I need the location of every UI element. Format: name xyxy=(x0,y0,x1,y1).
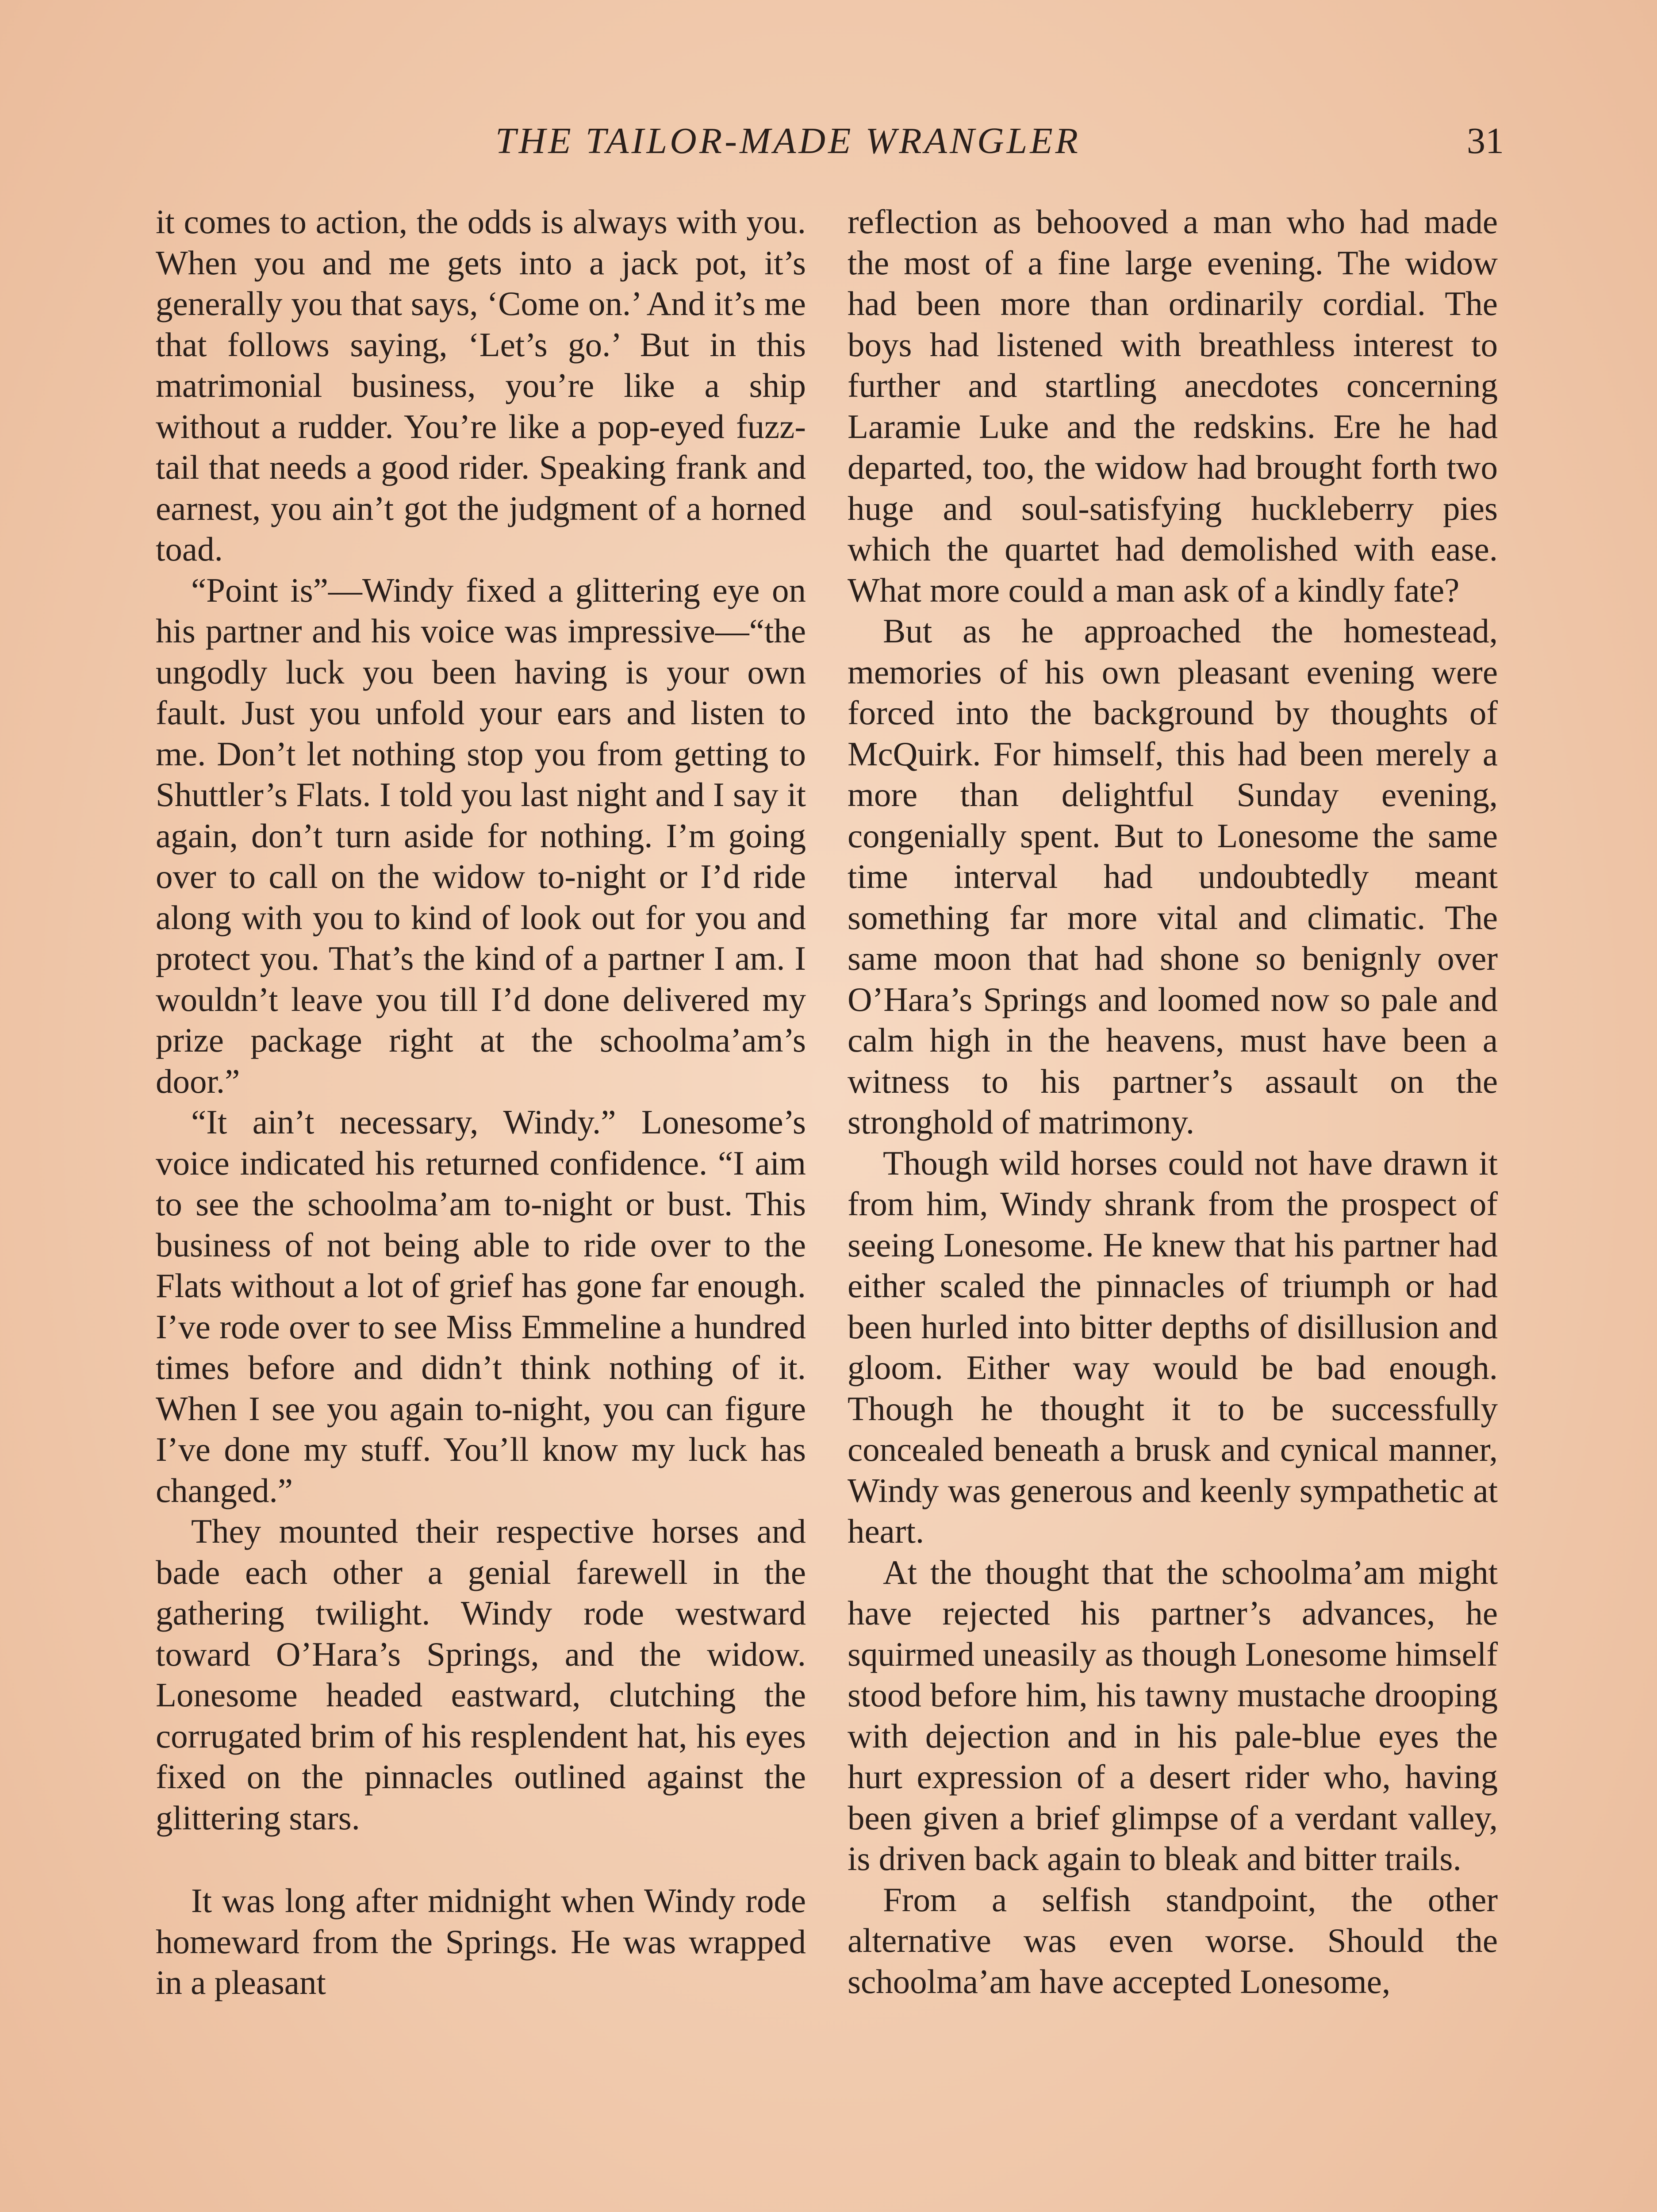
paragraph: “It ain’t necessary, Windy.” Lonesome’s voice indicated his returned confidence. “I aim to see the schoolma’am to-night or bust. This business of not being able to ride over to the Flats without a lot of grief has gone far enough. I’ve rode over to see Miss Emmeline a hundred times before and didn’t think nothing of it. When I see you again to-night, you can figure I’ve done my stuff. You’ll know my luck has changed.” xyxy=(156,1103,806,1509)
paragraph: At the thought that the schoolma’am might have rejected his partner’s advances, he squirmed uneasily as though Lonesome himself stood before him, his tawny mustache drooping with dejection and in his pale-blue eyes the hurt expression of a desert rider who, having been given a brief glimpse of a verdant valley, is driven back again to bleak and bitter trails. xyxy=(848,1553,1498,1878)
running-title: THE TAILOR-MADE WRANGLER xyxy=(495,120,1081,161)
page-header xyxy=(155,119,1504,173)
paragraph: They mounted their respective horses and bade each other a genial farewell in the gathering twilight. Windy rode westward toward O’Hara’s Springs, and the widow. Lonesome headed eastward, clutching the corrugated brim of his resplendent hat, his eyes fixed on the pinnacles outlined against the glittering stars. xyxy=(156,1512,806,1837)
paragraph: Though wild horses could not have drawn it from him, Windy shrank from the prospect of seeing Lonesome. He knew that his partner had either scaled the pinnacles of triumph or had been hurled into bitter depths of disillusion and gloom. Either way would be bad enough. Though he thought it to be successfully concealed beneath a brusk and cynical manner, Windy was generous and keenly sympathetic at heart. xyxy=(848,1144,1498,1550)
paragraph: reflection as behooved a man who had made the most of a fine large evening. The widow had been more than ordinarily cordial. The boys had listened with breathless interest to further and startling anecdotes concerning Laramie Luke and the redskins. Ere he had departed, too, the widow had brought forth two huge and soul-satisfying huckleberry pies which the quartet had demolished with ease. What more could a man ask of a kindly fate? xyxy=(848,203,1498,609)
paragraph: But as he approached the homestead, memories of his own pleasant evening were forced into the background by thoughts of McQuirk. For himself, this had been merely a more than delightful Sunday evening, congenially spent. But to Lonesome the same time interval had undoubtedly meant something far more vital and climatic. The same moon that had shone so benignly over O’Hara’s Springs and loomed now so pale and calm high in the heavens, must have been a witness to his partner’s assault on the stronghold of matrimony. xyxy=(848,612,1498,1141)
paragraph: It was long after midnight when Windy rode homeward from the Springs. He was wrapped in a pleasant xyxy=(156,1882,806,2001)
right-column xyxy=(848,201,1498,2002)
paragraph: it comes to action, the odds is always with you. When you and me gets into a jack pot, it’s generally you that says, ‘Come on.’ And it’s me that follows saying, ‘Let’s go.’ But in this matrimonial business, you’re like a ship without a rudder. You’re like a pop-eyed fuzz-tail that needs a good rider. Speaking frank and earnest, you ain’t got the judgment of a horned toad. xyxy=(156,203,806,568)
page-number: 31 xyxy=(1467,120,1504,161)
paragraph: From a selfish standpoint, the other alternative was even worse. Should the schoolma’am have accepted Lonesome, xyxy=(848,1880,1498,2001)
left-column xyxy=(156,201,806,2003)
paragraph: “Point is”—Windy fixed a glittering eye on his partner and his voice was impressive—“the ungodly luck you been having is your own fault. Just you unfold your ears and listen to me. Don’t let nothing stop you from getting to Shuttler’s Flats. I told you last night and I say it again, don’t turn aside for nothing. I’m going over to call on the widow to-night or I’d ride along with you to kind of look out for you and protect you. That’s the kind of a partner I am. I wouldn’t leave you till I’d done delivered my prize package right at the schoolma’am’s door.” xyxy=(156,571,806,1100)
